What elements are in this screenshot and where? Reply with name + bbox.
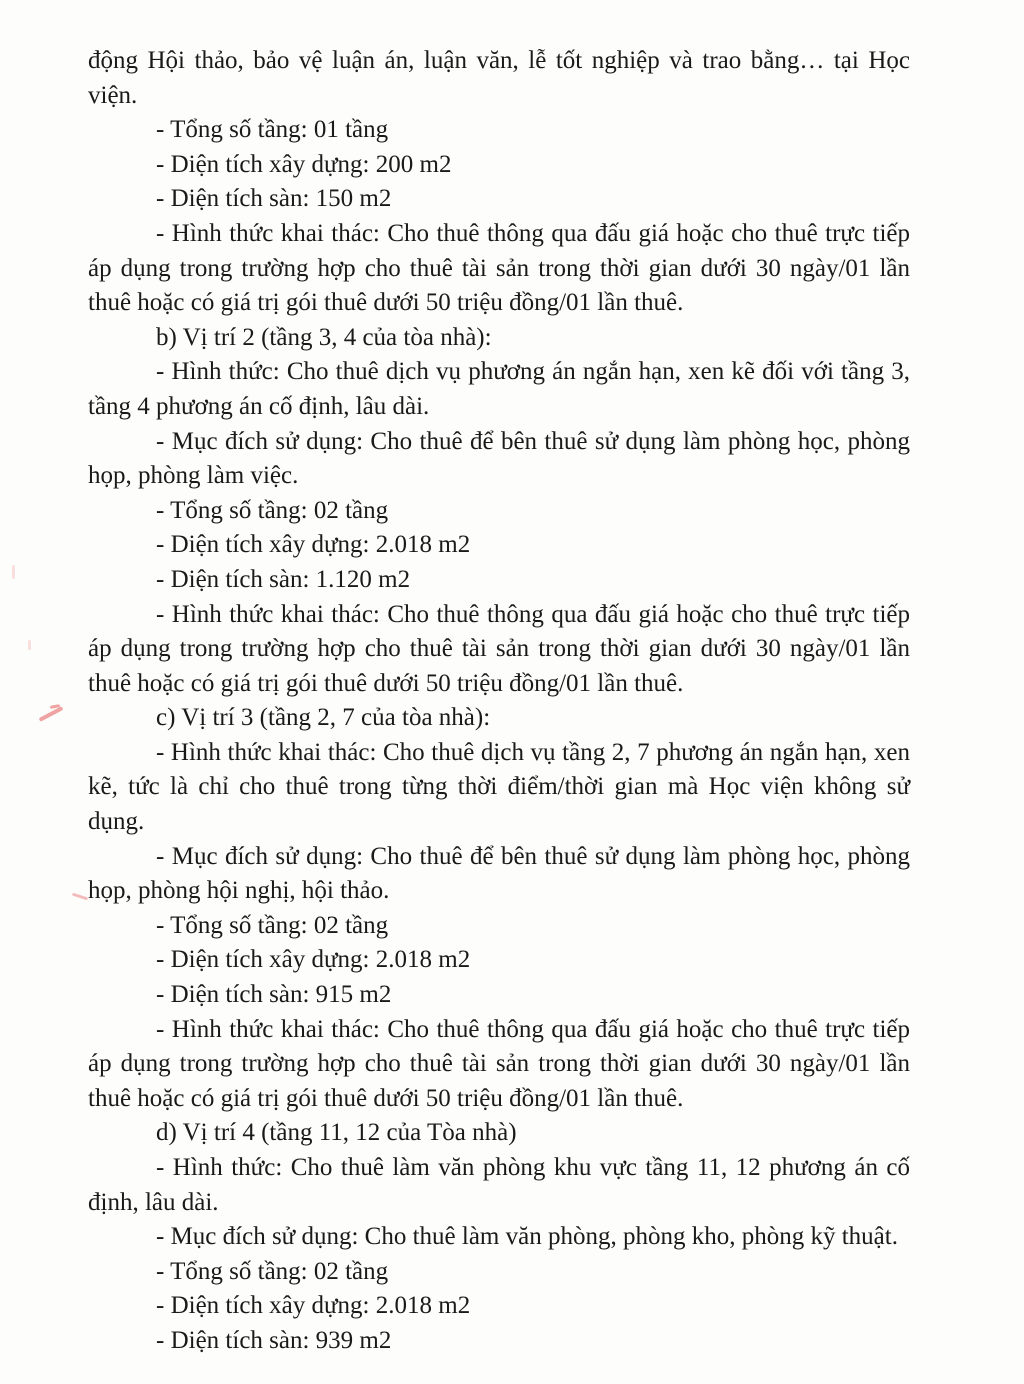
paragraph: d) Vị trí 4 (tầng 11, 12 của Tòa nhà) — [156, 1119, 517, 1147]
paragraph: - Hình thức: Cho thuê dịch vụ phương án ngắn hạn, xen kẽ đối với tầng 3, tầng 4 phương án cố định, lâu dài. — [88, 358, 910, 420]
stamp-bleed-mark — [12, 565, 15, 579]
paragraph: động Hội thảo, bảo vệ luận án, luận văn, lễ tốt nghiệp và trao bằng… tại Học viện. — [88, 47, 910, 109]
paragraph: - Diện tích sàn: 150 m2 — [156, 185, 392, 213]
paragraph: - Hình thức: Cho thuê làm văn phòng khu vực tầng 11, 12 phương án cố định, lâu dài. — [88, 1154, 910, 1216]
stamp-bleed-mark — [28, 640, 31, 650]
paragraph: - Hình thức khai thác: Cho thuê thông qua đấu giá hoặc cho thuê trực tiếp áp dụng trong trường hợp cho thuê tài sản trong thời gian dưới 30 ngày/01 lần thuê hoặc có giá trị gói thuê dưới 50 triệu đồng/01 lần thuê. — [88, 600, 910, 697]
paragraph: - Diện tích sàn: 1.120 m2 — [156, 565, 411, 593]
paragraph: - Diện tích sàn: 915 m2 — [156, 981, 392, 1009]
paragraph: - Diện tích xây dựng: 2.018 m2 — [156, 1292, 471, 1320]
paragraph: - Diện tích xây dựng: 2.018 m2 — [156, 531, 471, 559]
paragraph: - Mục đích sử dụng: Cho thuê làm văn phòng, phòng kho, phòng kỹ thuật. — [156, 1223, 898, 1251]
paragraph: - Mục đích sử dụng: Cho thuê để bên thuê sử dụng làm phòng học, phòng họp, phòng làm việc. — [88, 427, 910, 490]
document-body — [88, 44, 910, 1359]
paragraph: - Hình thức khai thác: Cho thuê dịch vụ tầng 2, 7 phương án ngắn hạn, xen kẽ, tức là chỉ cho thuê trong từng thời điểm/thời gian mà Học viện không sử dụng. — [88, 738, 910, 836]
paragraph: - Diện tích xây dựng: 2.018 m2 — [156, 946, 471, 974]
paragraph: - Hình thức khai thác: Cho thuê thông qua đấu giá hoặc cho thuê trực tiếp áp dụng trong trường hợp cho thuê tài sản trong thời gian dưới 30 ngày/01 lần thuê hoặc có giá trị gói thuê dưới 50 triệu đồng/01 lần thuê. — [88, 1015, 910, 1112]
paragraph: - Tổng số tầng: 02 tầng — [156, 496, 389, 524]
paragraph: - Hình thức khai thác: Cho thuê thông qua đấu giá hoặc cho thuê trực tiếp áp dụng trong trường hợp cho thuê tài sản trong thời gian dưới 30 ngày/01 lần thuê hoặc có giá trị gói thuê dưới 50 triệu đồng/01 lần thuê. — [88, 219, 910, 317]
paragraph: - Mục đích sử dụng: Cho thuê để bên thuê sử dụng làm phòng học, phòng họp, phòng hội nghị, hội thảo. — [88, 842, 910, 905]
paragraph: - Tổng số tầng: 02 tầng — [156, 1257, 389, 1285]
paragraph: - Diện tích sàn: 939 m2 — [156, 1326, 392, 1354]
stamp-bleed-mark — [72, 893, 88, 901]
paragraph: - Tổng số tầng: 01 tầng — [156, 116, 389, 144]
paragraph: - Diện tích xây dựng: 200 m2 — [156, 150, 452, 178]
paragraph: c) Vị trí 3 (tầng 2, 7 của tòa nhà): — [156, 704, 491, 732]
paragraph: - Tổng số tầng: 02 tầng — [156, 911, 389, 939]
paragraph: b) Vị trí 2 (tầng 3, 4 của tòa nhà): — [156, 323, 492, 351]
